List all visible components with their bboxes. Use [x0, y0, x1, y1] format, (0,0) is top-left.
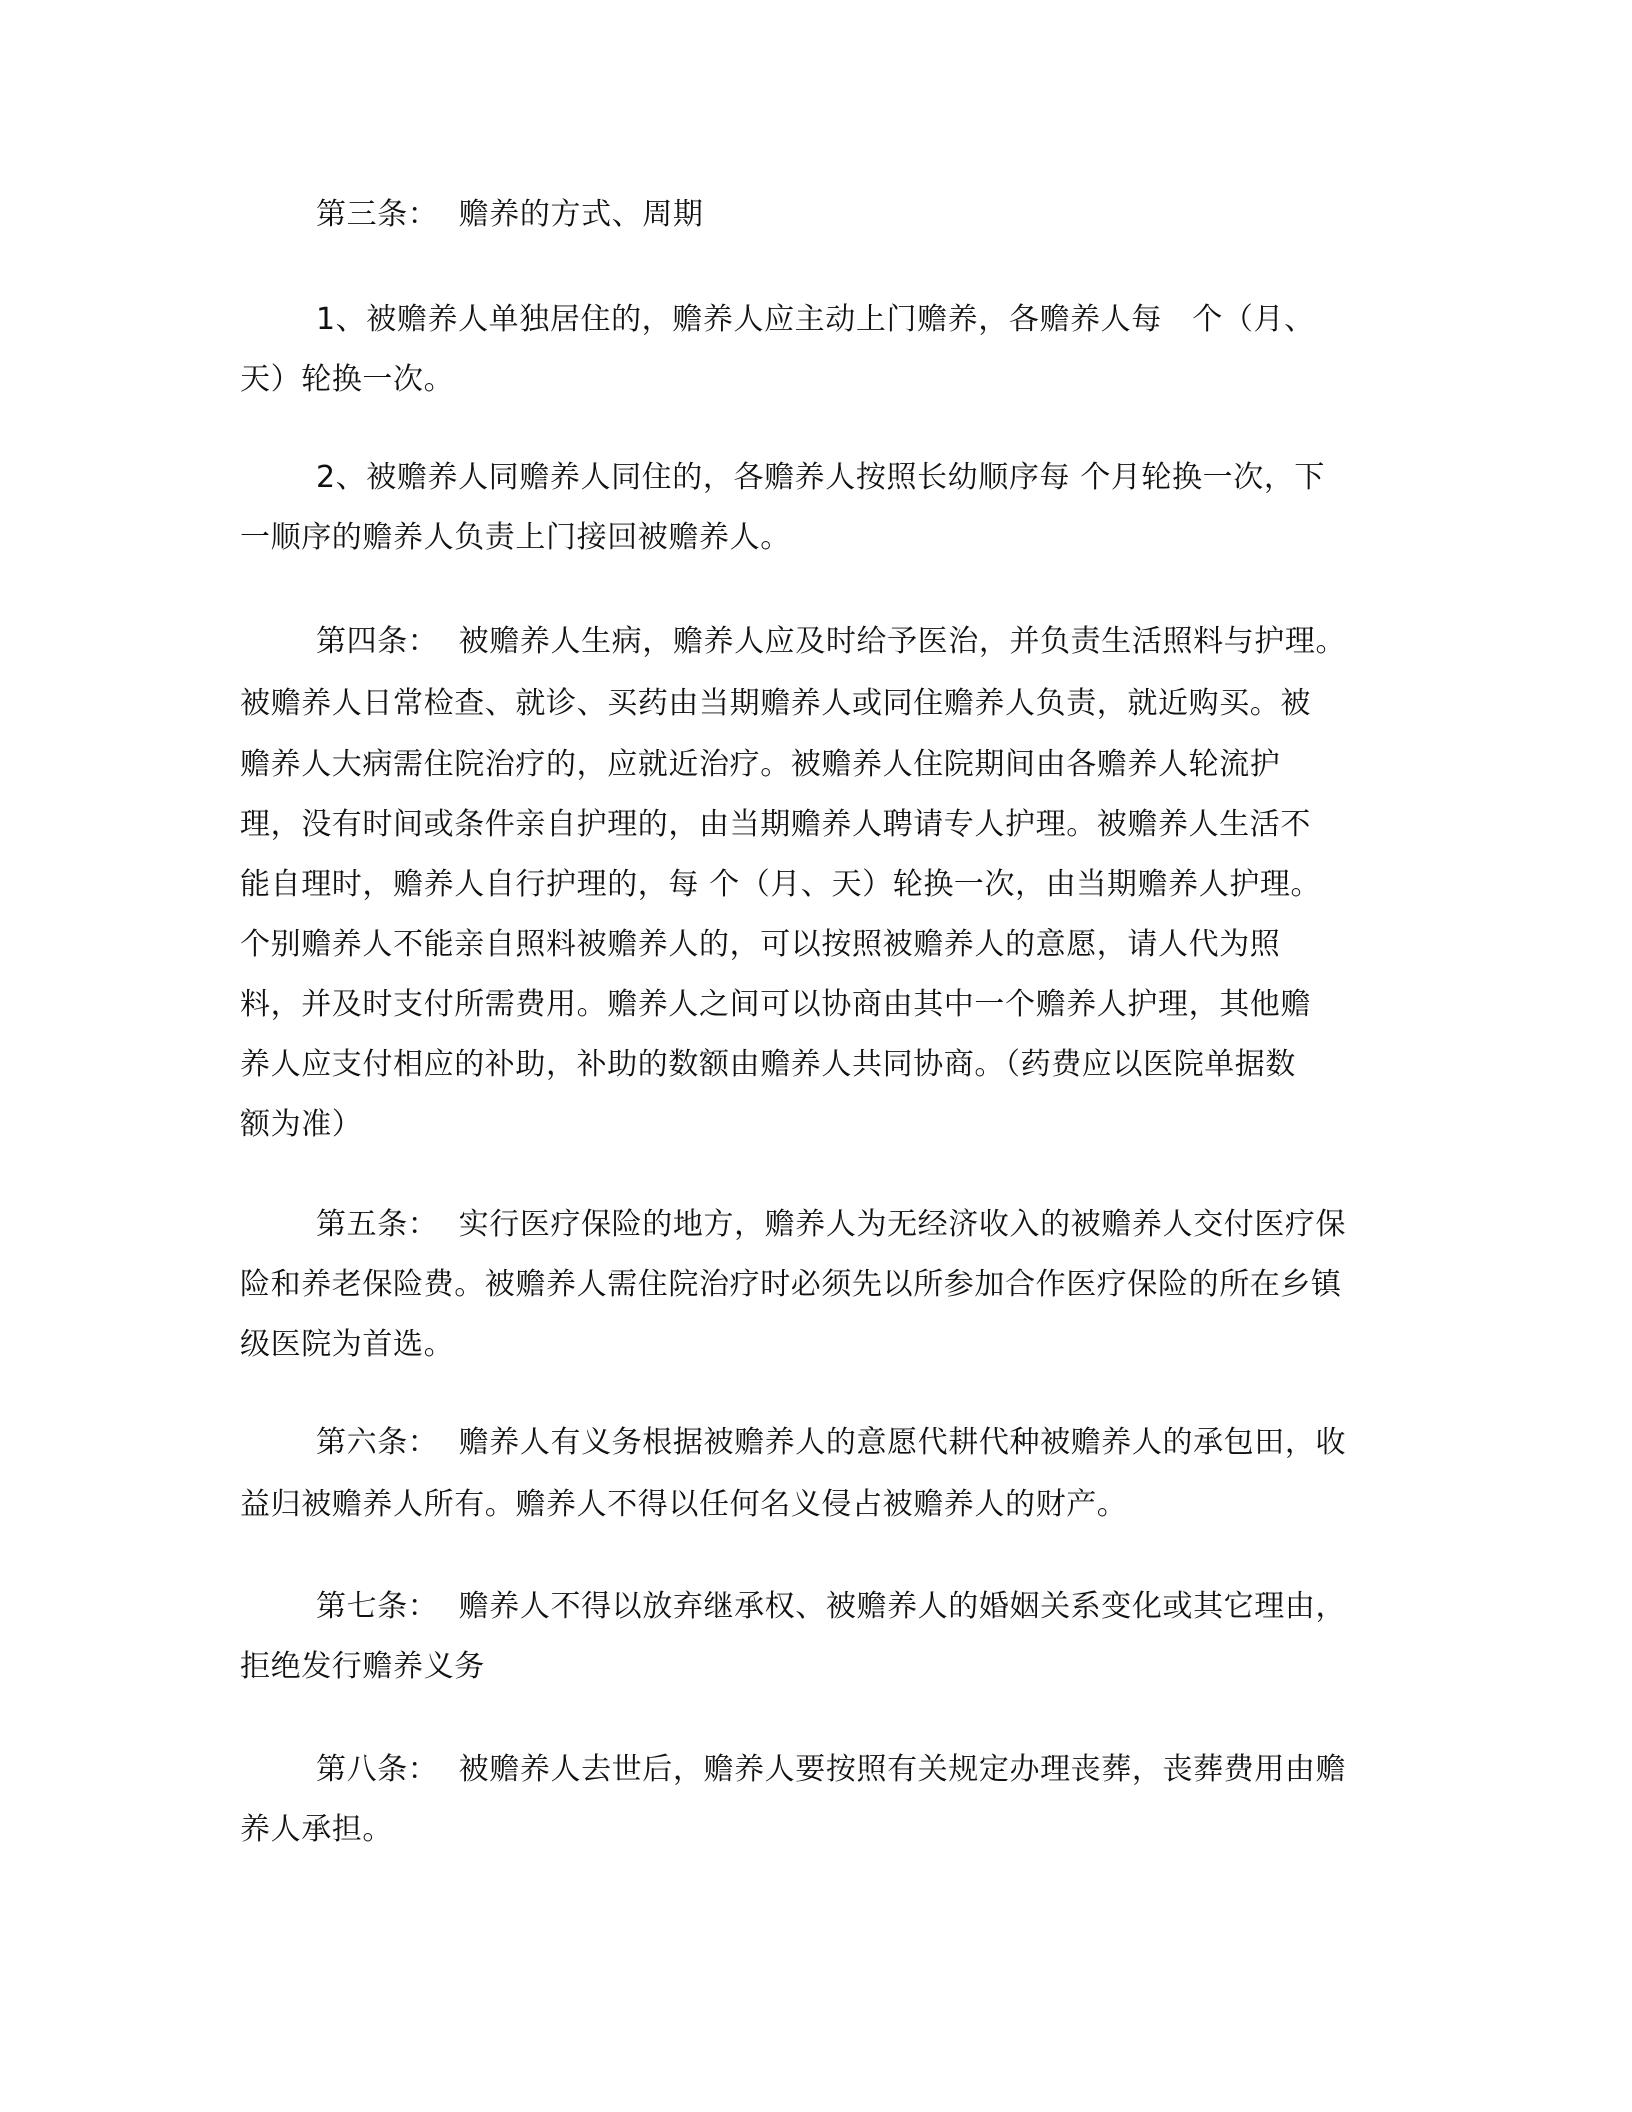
- article-6-line-2: 益归被赡养人所有。赡养人不得以任何名义侵占被赡养人的财产。: [240, 1487, 1128, 1522]
- article-4-line-6: 个别赡养人不能亲自照料被赡养人的，可以按照被赡养人的意愿，请人代为照: [240, 927, 1281, 962]
- article-6-line-1: 第六条： 赡养人有义务根据被赡养人的意愿代耕代种被赡养人的承包田，收: [316, 1425, 1347, 1460]
- article-4-line-9: 额为准）: [240, 1107, 363, 1142]
- article-7-line-2: 拒绝发行赡养义务: [240, 1649, 485, 1684]
- article-4-line-2: 被赡养人日常检查、就诊、买药由当期赡养人或同住赡养人负责，就近购买。被: [240, 686, 1311, 721]
- article-5-line-2: 险和养老保险费。被赡养人需住院治疗时必须先以所参加合作医疗保险的所在乡镇: [240, 1267, 1342, 1302]
- article-4-line-7: 料，并及时支付所需费用。赡养人之间可以协商由其中一个赡养人护理，其他赡: [240, 987, 1311, 1022]
- article-3-heading: 第三条： 赡养的方式、周期: [316, 197, 704, 232]
- article-4-line-4: 理，没有时间或条件亲自护理的，由当期赡养人聘请专人护理。被赡养人生活不: [240, 807, 1311, 842]
- article-4-line-1: 第四条： 被赡养人生病，赡养人应及时给予医治，并负责生活照料与护理。: [316, 624, 1347, 659]
- article-4-line-3: 赡养人大病需住院治疗的，应就近治疗。被赡养人住院期间由各赡养人轮流护: [240, 747, 1281, 782]
- article-5-line-3: 级医院为首选。: [240, 1327, 455, 1362]
- article-3-item-2-line-1: 2、被赡养人同赡养人同住的，各赡养人按照长幼顺序每 个月轮换一次，下: [316, 460, 1326, 495]
- article-8-line-2: 养人承担。: [240, 1812, 393, 1847]
- article-8-line-1: 第八条： 被赡养人去世后，赡养人要按照有关规定办理丧葬，丧葬费用由赡: [316, 1752, 1347, 1787]
- article-5-line-1: 第五条： 实行医疗保险的地方，赡养人为无经济收入的被赡养人交付医疗保: [316, 1207, 1347, 1242]
- article-3-item-2-line-2: 一顺序的赡养人负责上门接回被赡养人。: [240, 520, 791, 555]
- article-3-item-1-line-2: 天）轮换一次。: [240, 362, 455, 397]
- article-7-line-1: 第七条： 赡养人不得以放弃继承权、被赡养人的婚姻关系变化或其它理由，: [316, 1589, 1347, 1624]
- article-4-line-5: 能自理时，赡养人自行护理的，每 个（月、天）轮换一次，由当期赡养人护理。: [240, 867, 1322, 902]
- article-3-item-1-line-1: 1、被赡养人单独居住的，赡养人应主动上门赡养，各赡养人每 个（月、: [316, 302, 1315, 337]
- article-4-line-8: 养人应支付相应的补助，补助的数额由赡养人共同协商。（药费应以医院单据数: [240, 1047, 1296, 1082]
